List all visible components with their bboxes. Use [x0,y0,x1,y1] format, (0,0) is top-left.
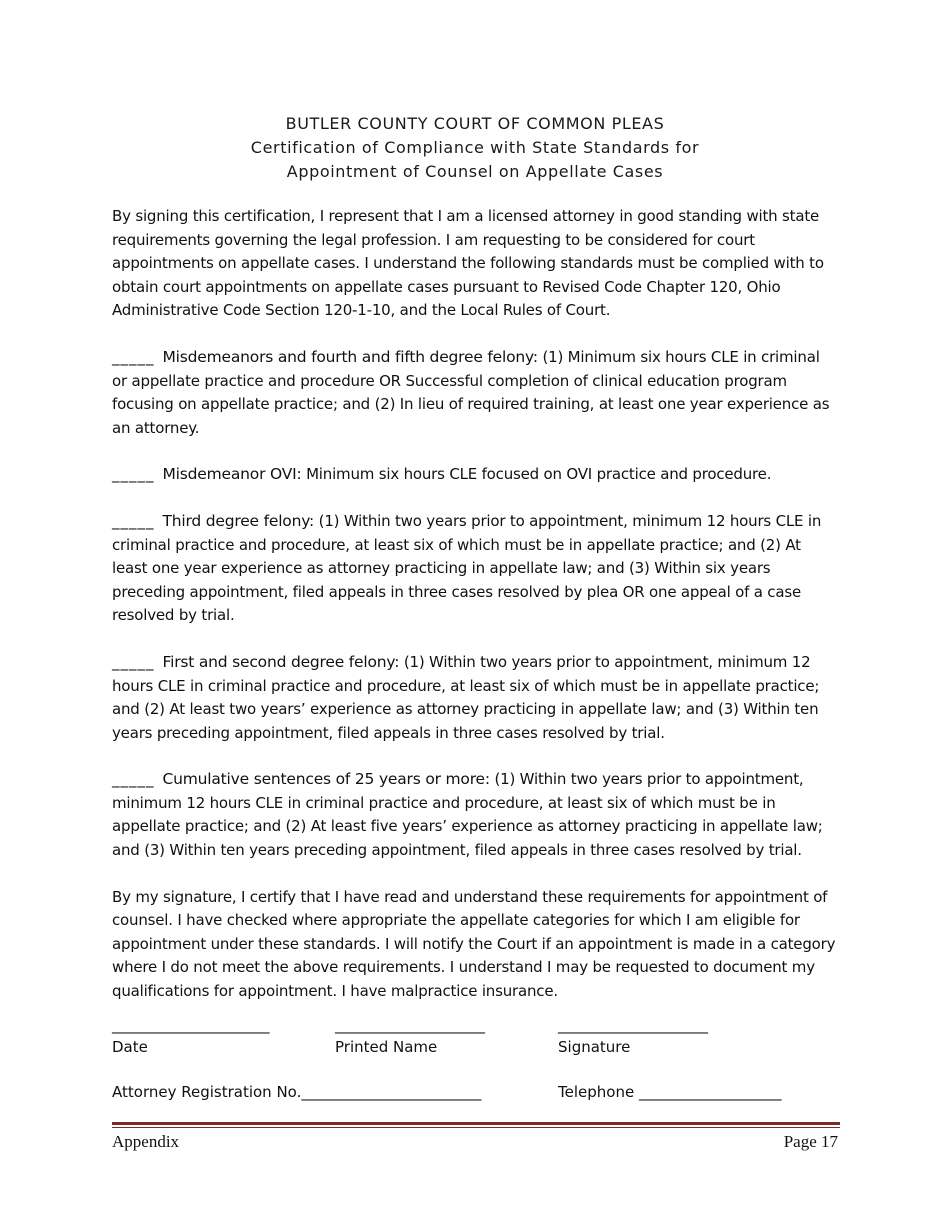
date-field[interactable] [112,1014,270,1058]
category-requirements: Minimum six hours CLE focused on OVI practice and procedure. [301,465,772,484]
court-name: BUTLER COUNTY COURT OF COMMON PLEAS [285,114,665,133]
checkbox-blank[interactable]: _____ [112,465,155,484]
printed-name-line[interactable]: ____________________ [335,1016,485,1034]
category-title: Cumulative sentences of 25 years or more: [162,770,490,789]
signature-row [112,1014,838,1064]
certification-paragraph: By my signature, I certify that I have read and understand these requirements for appointment of counsel. I have checked where appropriate the appellate categories for which I am eligible for appointment under these standards. I will notify the Court if an appointment is made in a category where I do not meet the above requirements. I understand I may be requested to document my qualifications for appointment. I have malpractice insurance. [112,887,836,1001]
category-title: Misdemeanors and fourth and fifth degree felony: [162,347,538,366]
printed-name-field[interactable] [335,1014,485,1058]
document-title-line-1: Certification of Compliance with State Standards for [250,138,700,157]
page-footer [112,1131,840,1153]
attorney-registration-field[interactable]: Attorney Registration No.________________________ [112,1083,482,1101]
category-misdemeanor-ovi [112,463,838,487]
category-title: First and second degree felony: [162,652,400,671]
signature-field[interactable] [558,1014,708,1058]
registration-row [112,1081,838,1103]
category-requirements: (1) Within two years prior to appointment, minimum 12 hours CLE in criminal practice and procedure, at least six of which must be in appellate practice; and (2) At least two years’ experience as attorney practicing in appellate law; and (3) Within ten years preceding appointment, filed appeals in three cases resolved by trial. [112,652,820,742]
checkbox-blank[interactable]: _____ [112,770,155,789]
signature-label: Signature [558,1038,631,1056]
category-cumulative-sentences [112,768,838,862]
category-title: Third degree felony: [162,511,315,530]
date-label: Date [112,1038,148,1056]
category-title: Misdemeanor OVI: [162,465,302,484]
footer-rule [112,1122,840,1125]
telephone-field[interactable]: Telephone ___________________ [558,1083,782,1101]
page-number: Page 17 [783,1132,838,1151]
printed-name-label: Printed Name [335,1038,438,1056]
document-body [112,112,838,1004]
footer-appendix: Appendix [112,1132,180,1151]
checkbox-blank[interactable]: _____ [112,652,155,671]
signature-line[interactable]: ____________________ [558,1016,708,1034]
checkbox-blank[interactable]: _____ [112,347,155,366]
document-title-line-2: Appointment of Counsel on Appellate Cases [286,162,664,181]
intro-paragraph: By signing this certification, I represent that I am a licensed attorney in good standing with state requirements governing the legal profession. I am requesting to be considered for court appointments on appellate cases. I understand the following standards must be complied with to obtain court appointments on appellate cases pursuant to Revised Code Chapter 120, Ohio Administrative Code Section 120-1-10, and the Local Rules of Court. [112,207,824,320]
category-requirements: (1) Within two years prior to appointment, minimum 12 hours CLE in criminal practice and procedure, at least six of which must be in appellate practice; and (2) At least five years’ experience as attorney practicing in appellate law; and (3) Within ten years preceding appointment, filed appeals in three cases resolved by trial. [112,770,823,860]
category-third-degree-felony [112,510,838,628]
footer-rule-thin [112,1127,840,1128]
date-line[interactable]: _____________________ [112,1016,270,1034]
category-first-second-degree-felony [112,651,838,745]
category-requirements: (1) Minimum six hours CLE in criminal or appellate practice and procedure OR Successful completion of clinical education program focusing on appellate practice; and (2) In lieu of required training, at least one year experience as an attorney. [112,347,830,437]
category-requirements: (1) Within two years prior to appointment, minimum 12 hours CLE in criminal practice and procedure, at least six of which must be in appellate practice; and (2) At least one year experience as attorney practicing in appellate law; and (3) Within six years preceding appointment, filed appeals in three cases resolved by plea OR one appeal of a case resolved by trial. [112,511,822,625]
category-misdemeanors [112,346,838,440]
document-header [112,112,838,184]
checkbox-blank[interactable]: _____ [112,511,155,530]
